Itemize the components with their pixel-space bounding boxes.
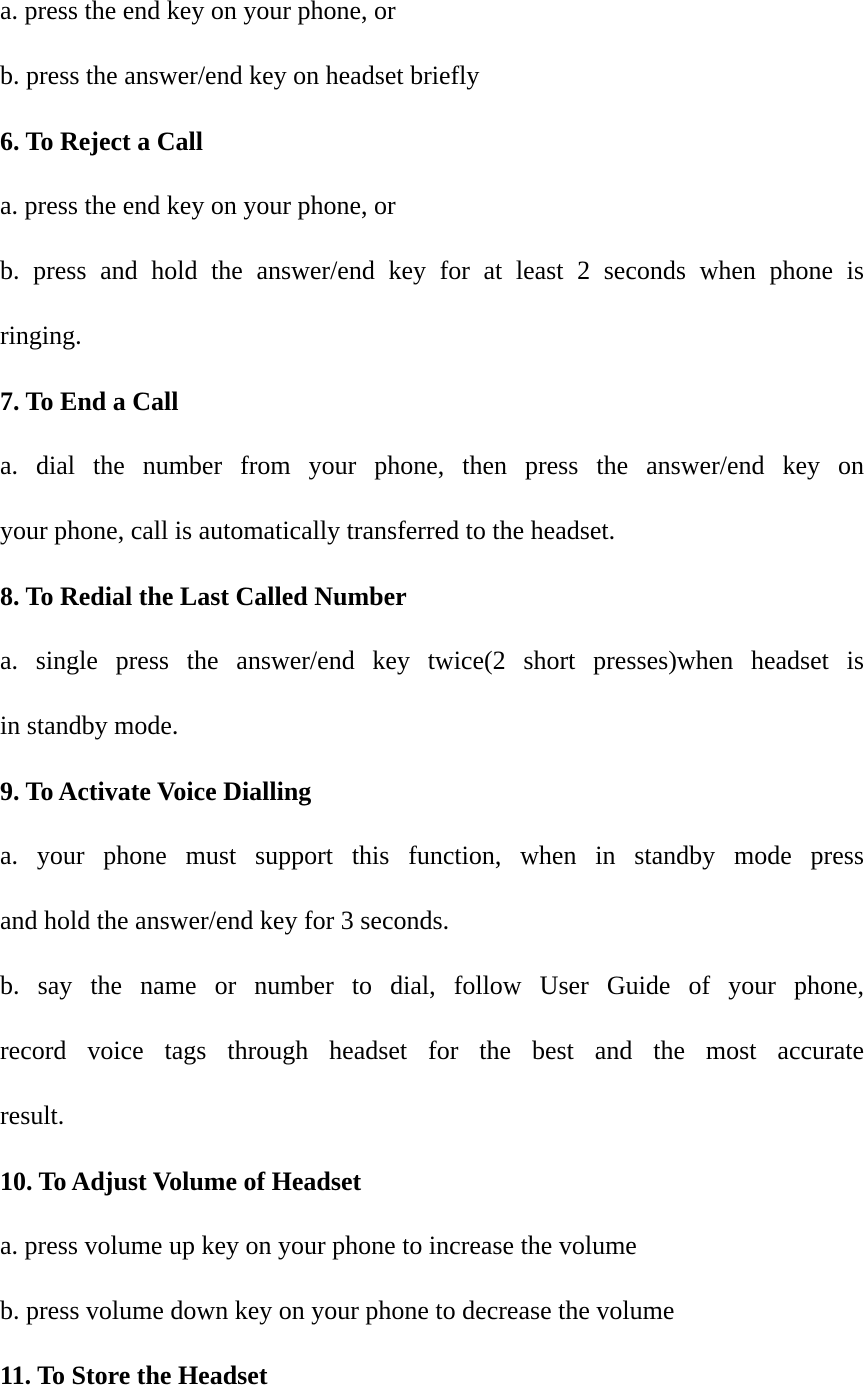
step-text: b. say the name or number to dial, follow User Guide of your phone, <box>0 971 864 1000</box>
section-heading-end-call: 7. To End a Call <box>0 387 179 416</box>
step-text: a. single press the answer/end key twice(2 short presses)when headset is <box>0 646 864 675</box>
step-text: result. <box>0 1101 65 1130</box>
step-text: your phone, call is automatically transferred to the headset. <box>0 516 616 545</box>
section-heading-store-headset: 11. To Store the Headset <box>0 1361 268 1390</box>
step-text: and hold the answer/end key for 3 seconds. <box>0 906 450 935</box>
section-heading-adjust-volume: 10. To Adjust Volume of Headset <box>0 1167 362 1196</box>
step-text: b. press and hold the answer/end key for at least 2 seconds when phone is <box>0 256 864 285</box>
section-heading-reject-call: 6. To Reject a Call <box>0 127 203 156</box>
step-text: a. your phone must support this function, when in standby mode press <box>0 841 864 870</box>
step-text: a. press the end key on your phone, or <box>0 191 396 220</box>
step-text: ringing. <box>0 321 82 350</box>
step-text: a. press volume up key on your phone to increase the volume <box>0 1231 637 1260</box>
section-heading-redial: 8. To Redial the Last Called Number <box>0 582 407 611</box>
step-text: b. press volume down key on your phone to decrease the volume <box>0 1296 675 1325</box>
step-text: in standby mode. <box>0 711 179 740</box>
step-text: a. dial the number from your phone, then press the answer/end key on <box>0 451 864 480</box>
step-text: b. press the answer/end key on headset briefly <box>0 61 480 90</box>
step-text: a. press the end key on your phone, or <box>0 0 396 25</box>
step-text: record voice tags through headset for the best and the most accurate <box>0 1036 864 1065</box>
section-heading-voice-dialling: 9. To Activate Voice Dialling <box>0 777 312 806</box>
